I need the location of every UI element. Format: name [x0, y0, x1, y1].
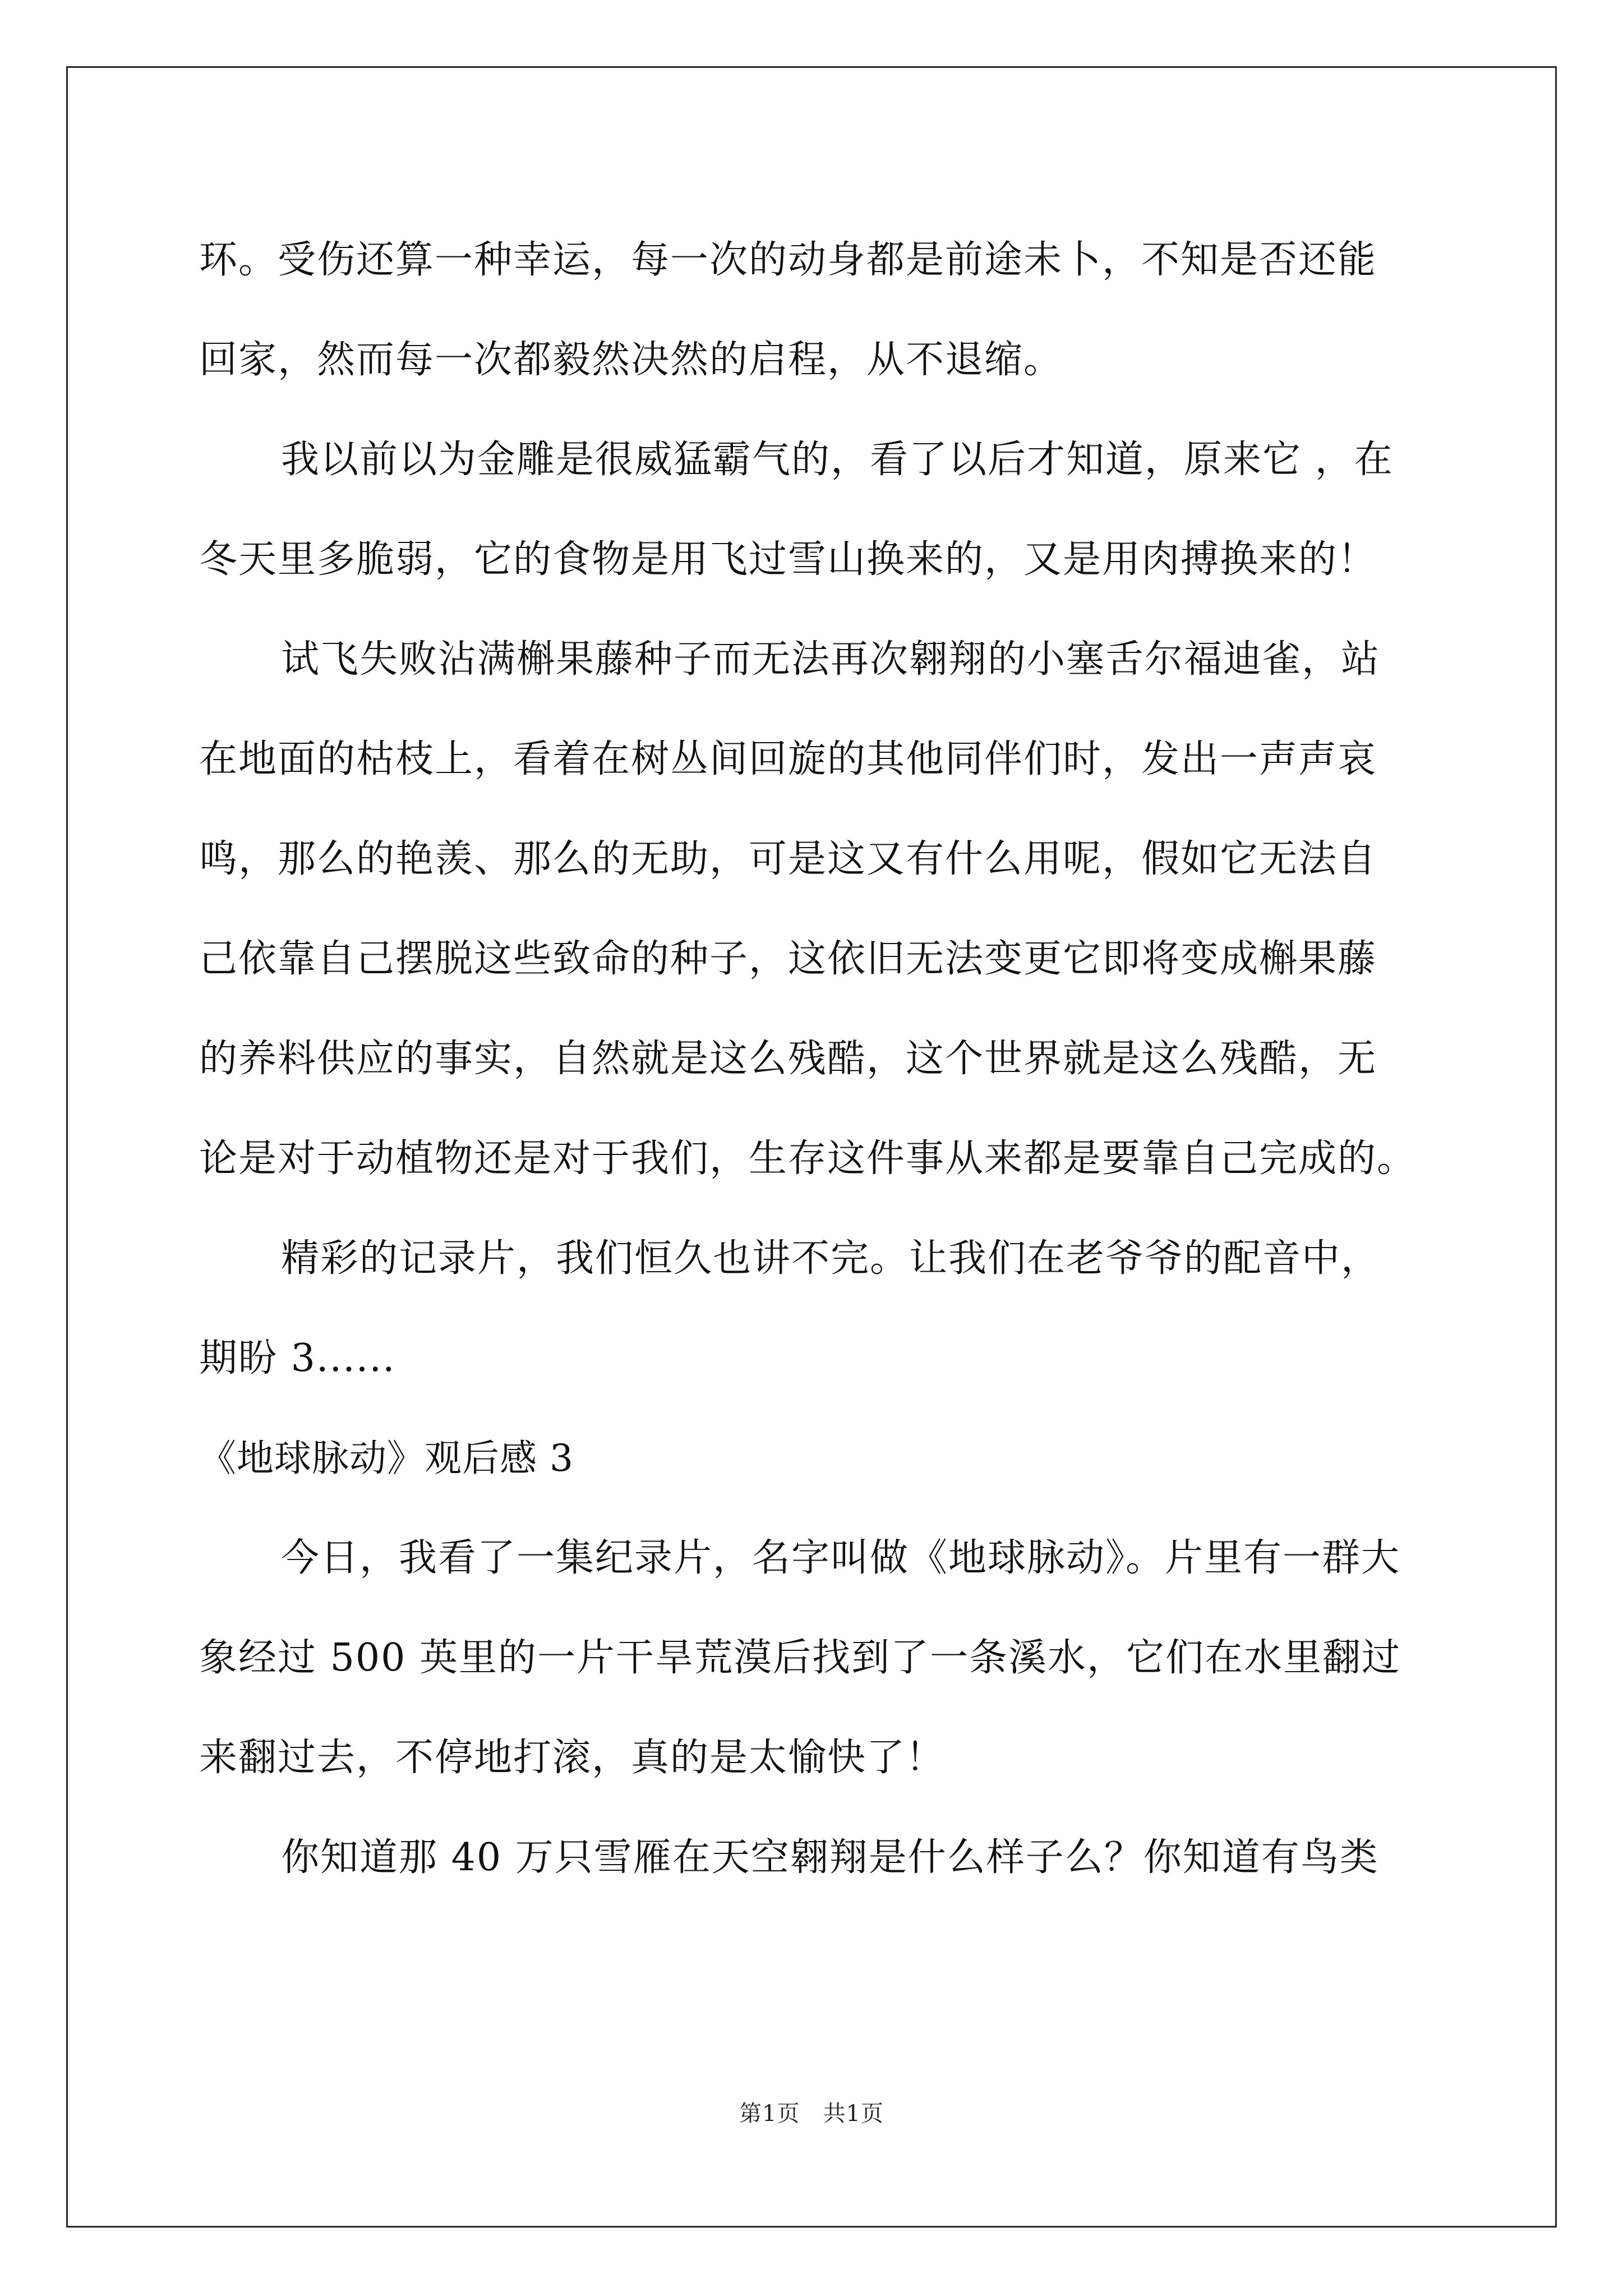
paragraph-start-line: 精彩的记录片，我们恒久也讲不完。让我们在老爷爷的配音中，	[281, 1236, 1381, 1281]
text-line: 的养料供应的事实，自然就是这么残酷，这个世界就是这么残酷，无	[199, 1037, 1377, 1081]
text-line: 己依靠自己摆脱这些致命的种子，这依旧无法变更它即将变成槲果藤	[199, 937, 1377, 981]
paragraph-start-line: 你知道那 40 万只雪雁在天空翱翔是什么样子么？你知道有鸟类	[281, 1835, 1379, 1880]
document-body	[199, 210, 1422, 1908]
section-heading: 《地球脉动》观后感 3	[199, 1437, 574, 1480]
paragraph-start-line: 我以前以为金雕是很威猛霸气的，看了以后才知道，原来它 ，在	[281, 438, 1394, 482]
text-line: 象经过 500 英里的一片干旱荒漠后找到了一条溪水，它们在水里翻过	[199, 1636, 1401, 1680]
text-line: 环。受伤还算一种幸运，每一次的动身都是前途未卜，不知是否还能	[199, 238, 1377, 282]
text-line: 冬天里多脆弱，它的食物是用飞过雪山换来的，又是用肉搏换来的！	[199, 537, 1377, 582]
paragraph-start-line: 试飞失败沾满槲果藤种子而无法再次翱翔的小塞舌尔福迪雀，站	[281, 637, 1381, 682]
text-line: 回家，然而每一次都毅然决然的启程，从不退缩。	[199, 338, 1063, 382]
text-line: 论是对于动植物还是对于我们，生存这件事从来都是要靠自己完成的。	[199, 1137, 1417, 1181]
text-line: 来翻过去，不停地打滚，真的是太愉快了！	[199, 1736, 946, 1780]
text-line: 在地面的枯枝上，看着在树丛间回旋的其他同伴们时，发出一声声哀	[199, 737, 1377, 781]
page-footer: 第1页 共1页	[739, 2101, 884, 2127]
text-line: 期盼 3......	[199, 1336, 396, 1381]
paragraph-start-line: 今日，我看了一集纪录片，名字叫做《地球脉动》。片里有一群大	[281, 1536, 1401, 1580]
text-line: 鸣，那么的艳羡、那么的无助，可是这又有什么用呢，假如它无法自	[199, 837, 1377, 881]
